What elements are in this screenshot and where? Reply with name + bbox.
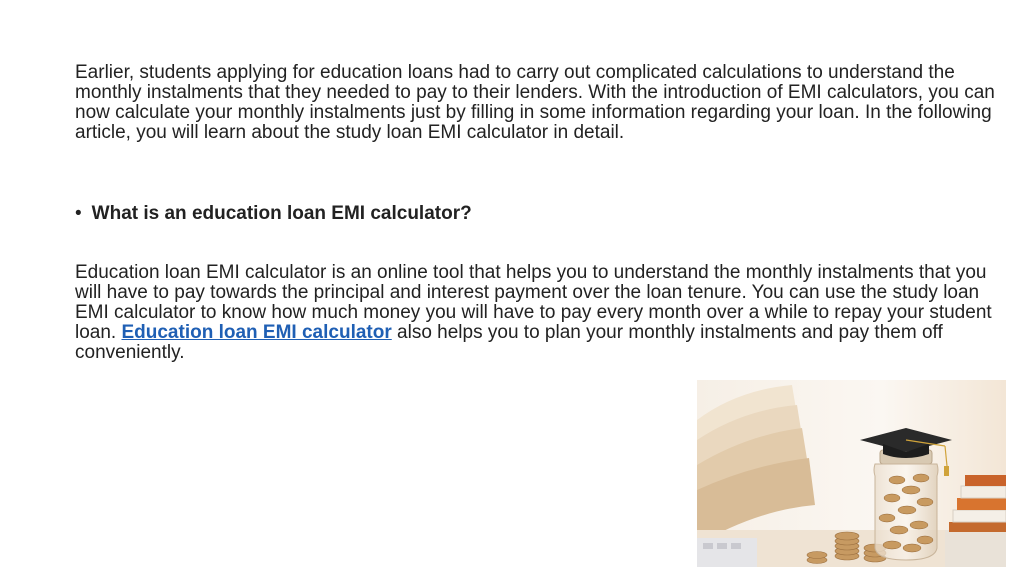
intro-paragraph: Earlier, students applying for education loans had to carry out complicated calculations to understand the monthly instalments that they needed to pay to their lenders. With the introduction of EMI calculators, you can now calculate your monthly instalments just by filling in some information regarding your loan. In the following article, you will learn about the study loan EMI calculator in detail. bbox=[75, 62, 995, 143]
section-heading bbox=[75, 203, 472, 225]
body-text-after-link: also helps you to plan your monthly instalments and pay them off conveniently. bbox=[75, 322, 943, 363]
education-savings-photo bbox=[697, 380, 1006, 567]
jar-of-coins-with-graduation-cap-icon bbox=[697, 380, 1006, 567]
body-text-before-link: Education loan EMI calculator is an online tool that helps you to understand the monthly instalments that you will have to pay towards the principal and interest payment over the loan tenure. You can use the study loan EMI calculator to know how much money you will have to pay every month over a while to repay your student loan. bbox=[75, 262, 992, 343]
bullet-icon: • bbox=[75, 203, 82, 224]
section-heading-text: What is an education loan EMI calculator? bbox=[91, 203, 472, 224]
body-paragraph bbox=[75, 263, 995, 363]
emi-calculator-link[interactable]: Education loan EMI calculator bbox=[121, 322, 392, 343]
